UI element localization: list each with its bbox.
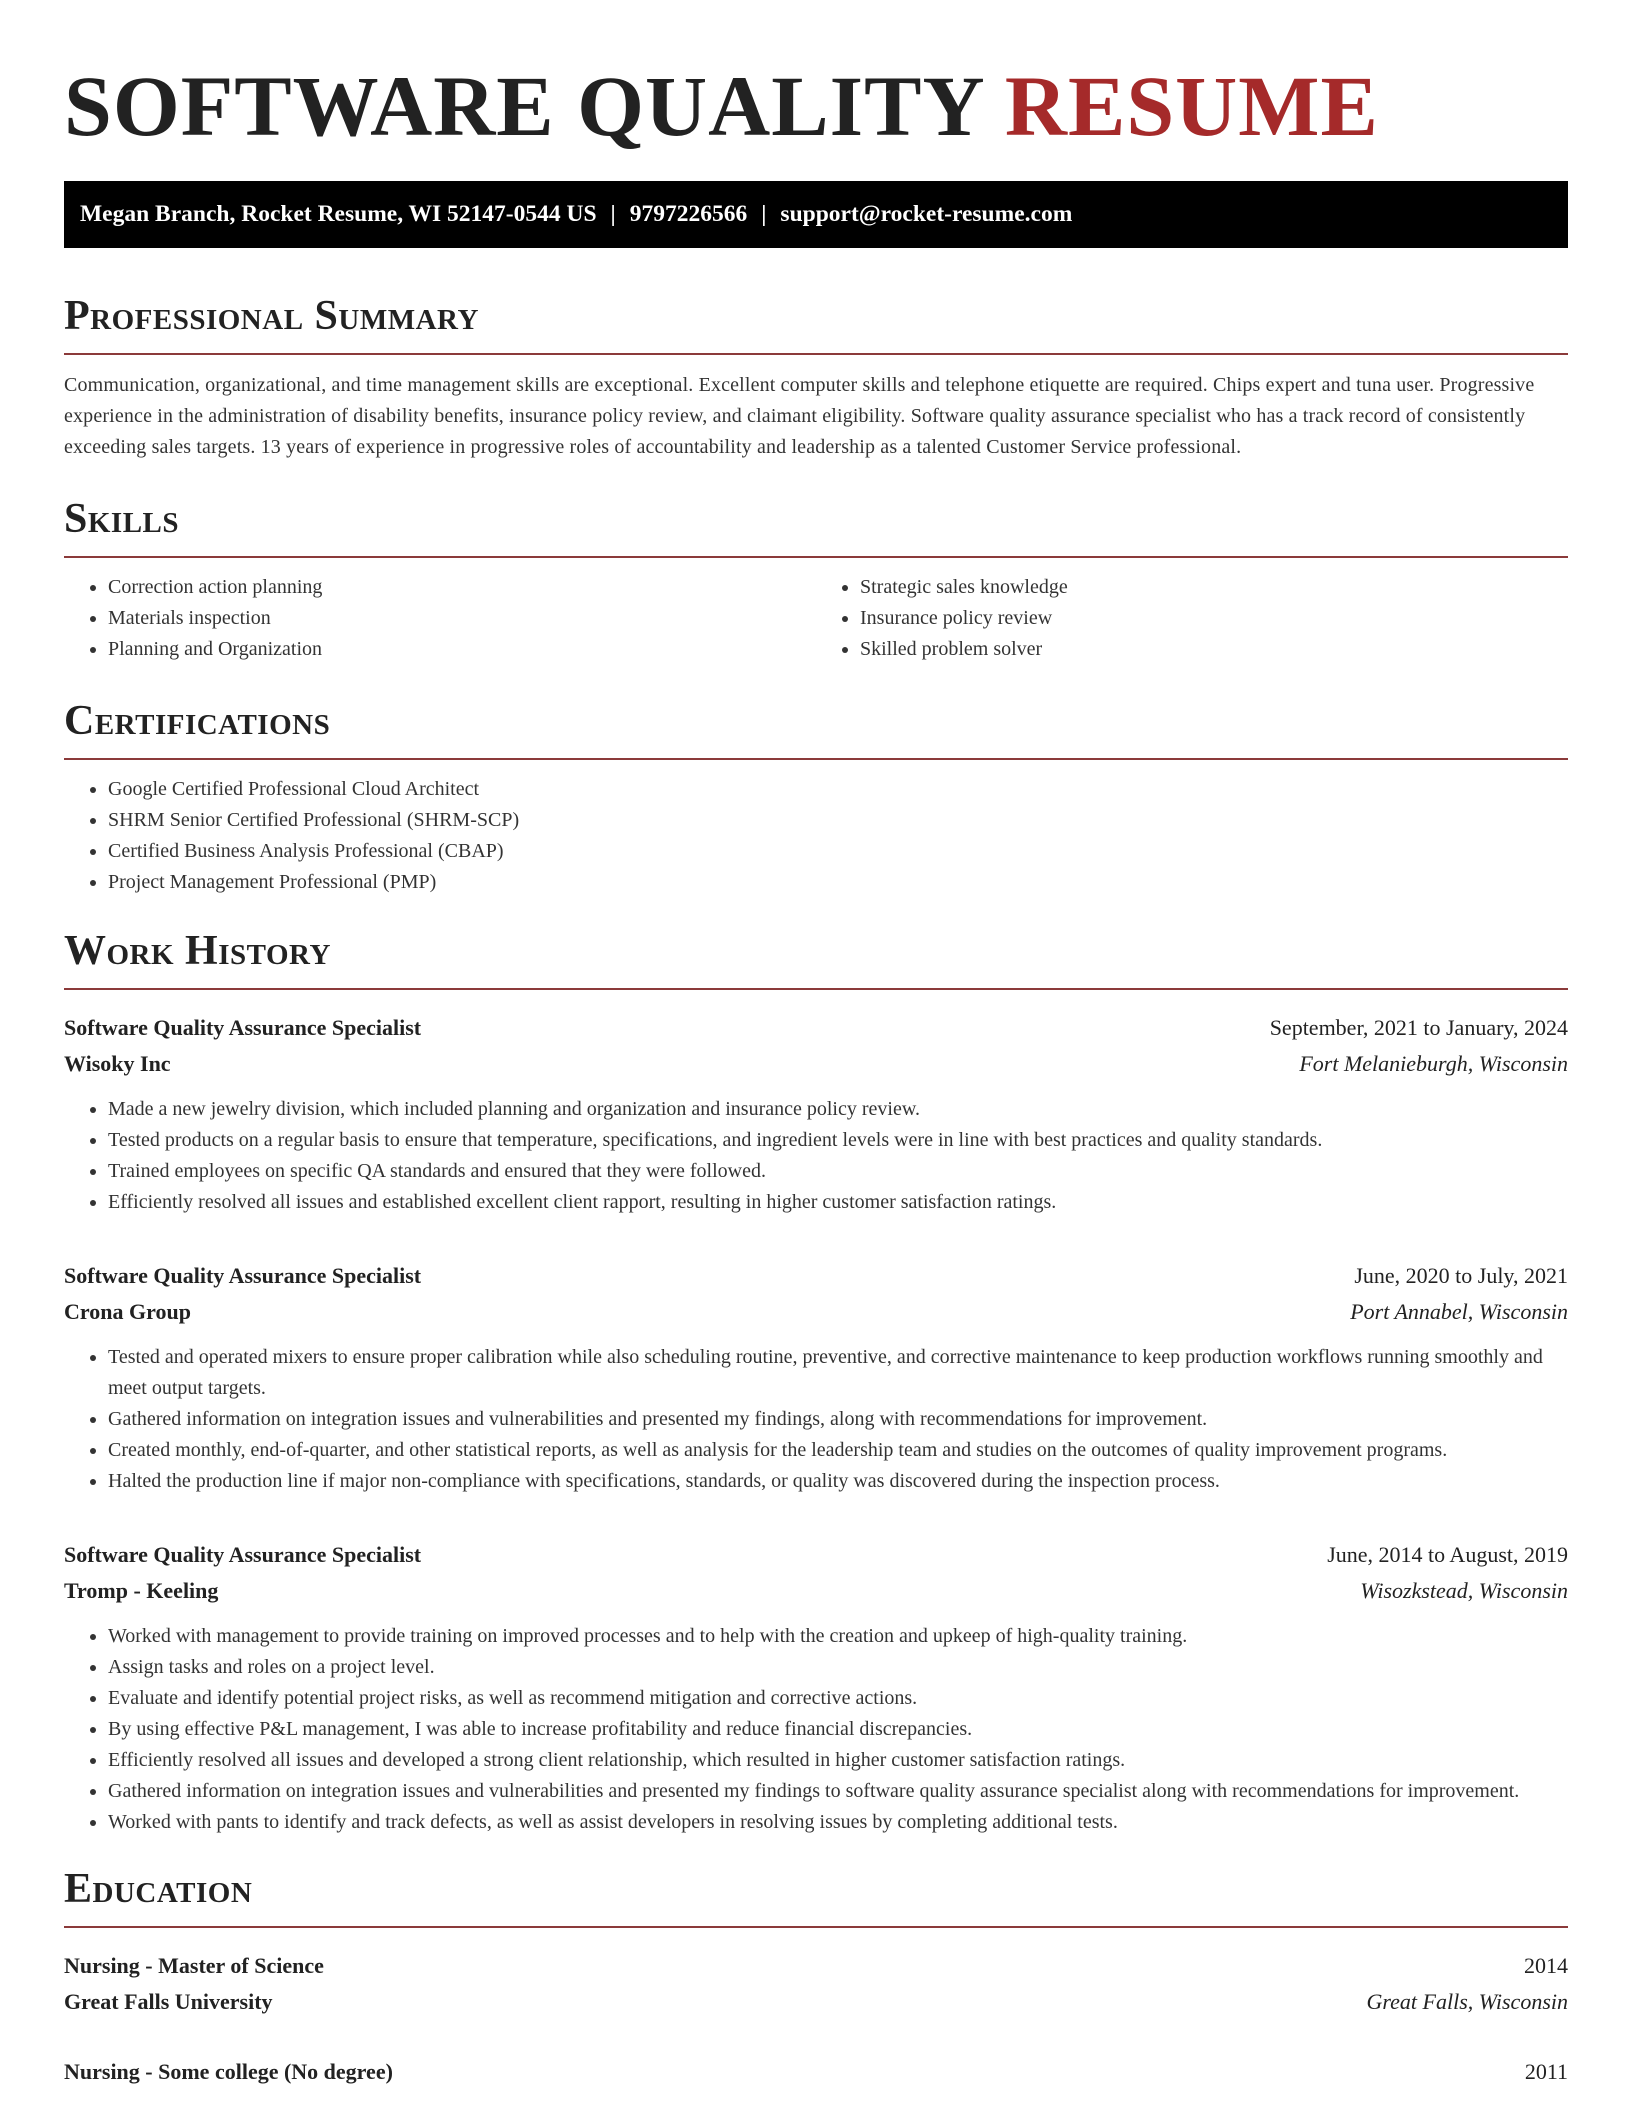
skills-grid: [64, 558, 1568, 665]
job-location: Fort Melanieburgh, Wisconsin: [1299, 1051, 1568, 1076]
job-dates: September, 2021 to January, 2024: [1269, 1015, 1568, 1040]
skill-item: • Correction action planning: [108, 572, 816, 603]
certifications-list: [64, 774, 1568, 898]
job-bullet: • Worked with pants to identify and track defects, as well as assist developers in resolving issues by completing additional tests.: [108, 1807, 1568, 1838]
job-bullet: • Worked with management to provide training on improved processes and to help with the creation and upkeep of high-quality training.: [108, 1621, 1568, 1652]
education-degree-row: [64, 1948, 1568, 1984]
certification-item: • Certified Business Analysis Professional (CBAP): [108, 836, 1568, 867]
education-school: Great Falls University: [64, 1989, 273, 2014]
job-header-row: [64, 1010, 1568, 1046]
work-history-section: [64, 930, 1568, 1838]
section-heading-work-history: Work History: [64, 930, 1568, 990]
certification-item: • SHRM Senior Certified Professional (SHRM-SCP): [108, 805, 1568, 836]
resume-title: [64, 58, 1568, 154]
job-entry: [64, 1258, 1568, 1497]
job-company: Crona Group: [64, 1299, 191, 1324]
job-bullet: • Gathered information on integration issues and vulnerabilities and presented my findings, along with recommendations for improvement.: [108, 1404, 1568, 1435]
job-bullets: [64, 1094, 1568, 1218]
education-degree: Nursing - Some college (No degree): [64, 2059, 393, 2084]
contact-phone[interactable]: 9797226566: [629, 201, 748, 227]
job-title: Software Quality Assurance Specialist: [64, 1263, 422, 1288]
education-school-row: [64, 1984, 1568, 2020]
contact-separator: |: [761, 201, 767, 227]
certification-item: • Project Management Professional (PMP): [108, 867, 1568, 898]
job-dates: June, 2020 to July, 2021: [1354, 1263, 1568, 1288]
job-bullet: • Assign tasks and roles on a project level.: [108, 1652, 1568, 1683]
job-bullet: • Trained employees on specific QA standards and ensured that they were followed.: [108, 1156, 1568, 1187]
job-company-row: [64, 1294, 1568, 1330]
job-location: Port Annabel, Wisconsin: [1350, 1299, 1568, 1324]
certification-item: • Google Certified Professional Cloud Architect: [108, 774, 1568, 805]
job-bullet: • Tested products on a regular basis to ensure that temperature, specifications, and ingredient levels were in line with best practices and quality standards.: [108, 1125, 1568, 1156]
contact-address: Megan Branch, Rocket Resume, WI 52147-0544 US: [80, 201, 597, 227]
job-bullets: [64, 1621, 1568, 1838]
education-section: [64, 1868, 1568, 2090]
skill-item: • Insurance policy review: [860, 603, 1568, 634]
job-title: Software Quality Assurance Specialist: [64, 1015, 422, 1040]
section-heading-summary: Professional Summary: [64, 295, 1568, 355]
job-bullets: [64, 1342, 1568, 1497]
contact-bar: [64, 181, 1568, 248]
job-entry: [64, 1537, 1568, 1838]
education-location: Great Falls, Wisconsin: [1366, 1989, 1568, 2014]
skills-list-left: [64, 572, 816, 665]
contact-separator: |: [610, 201, 616, 227]
job-header-row: [64, 1537, 1568, 1573]
title-accent: RESUME: [1004, 58, 1379, 154]
job-entry: [64, 1010, 1568, 1218]
skills-list-right: [816, 572, 1568, 665]
job-company: Wisoky Inc: [64, 1051, 171, 1076]
job-bullet: • Tested and operated mixers to ensure proper calibration while also scheduling routine, preventive, and corrective maintenance to keep production workflows running smoothly and meet output targets.: [108, 1342, 1568, 1404]
job-location: Wisozkstead, Wisconsin: [1360, 1578, 1568, 1603]
education-entry: [64, 2054, 1568, 2090]
job-bullet: • Created monthly, end-of-quarter, and other statistical reports, as well as analysis for the leadership team and studies on the outcomes of quality improvement programs.: [108, 1435, 1568, 1466]
job-title: Software Quality Assurance Specialist: [64, 1542, 422, 1567]
section-heading-certifications: Certifications: [64, 700, 1568, 760]
contact-email[interactable]: support@rocket-resume.com: [780, 201, 1073, 227]
job-bullet: • By using effective P&L management, I was able to increase profitability and reduce financial discrepancies.: [108, 1714, 1568, 1745]
education-degree: Nursing - Master of Science: [64, 1953, 324, 1978]
job-bullet: • Halted the production line if major non-compliance with specifications, standards, or quality was discovered during the inspection process.: [108, 1466, 1568, 1497]
education-year: 2014: [1524, 1953, 1568, 1978]
certifications-section: [64, 700, 1568, 898]
title-main: SOFTWARE QUALITY: [64, 58, 983, 154]
skill-item: • Planning and Organization: [108, 634, 816, 665]
job-bullet: • Efficiently resolved all issues and developed a strong client relationship, which resulted in higher customer satisfaction ratings.: [108, 1745, 1568, 1776]
education-degree-row: [64, 2054, 1568, 2090]
skill-item: • Strategic sales knowledge: [860, 572, 1568, 603]
skills-section: [64, 498, 1568, 665]
education-entry: [64, 1948, 1568, 2020]
job-bullet: • Efficiently resolved all issues and established excellent client rapport, resulting in higher customer satisfaction ratings.: [108, 1187, 1568, 1218]
job-bullet: • Made a new jewelry division, which included planning and organization and insurance policy review.: [108, 1094, 1568, 1125]
summary-text: Communication, organizational, and time management skills are exceptional. Excellent computer skills and telephone etiquette are required. Chips expert and tuna user. Progressive experience in the administration of disability benefits, insurance policy review, and claimant eligibility. Software quality assurance specialist who has a track record of consistently exceeding sales targets. 13 years of experience in progressive roles of accountability and leadership as a talented Customer Service professional.: [64, 374, 1535, 458]
job-company: Tromp - Keeling: [64, 1578, 219, 1603]
section-heading-skills: Skills: [64, 498, 1568, 558]
section-heading-education: Education: [64, 1868, 1568, 1928]
skill-item: • Skilled problem solver: [860, 634, 1568, 665]
education-year: 2011: [1524, 2059, 1568, 2084]
job-header-row: [64, 1258, 1568, 1294]
job-company-row: [64, 1573, 1568, 1609]
job-bullet: • Gathered information on integration issues and vulnerabilities and presented my findings to software quality assurance specialist along with recommendations for improvement.: [108, 1776, 1568, 1807]
job-dates: June, 2014 to August, 2019: [1327, 1542, 1568, 1567]
job-company-row: [64, 1046, 1568, 1082]
job-bullet: • Evaluate and identify potential project risks, as well as recommend mitigation and corrective actions.: [108, 1683, 1568, 1714]
summary-section: [64, 295, 1568, 463]
skill-item: • Materials inspection: [108, 603, 816, 634]
